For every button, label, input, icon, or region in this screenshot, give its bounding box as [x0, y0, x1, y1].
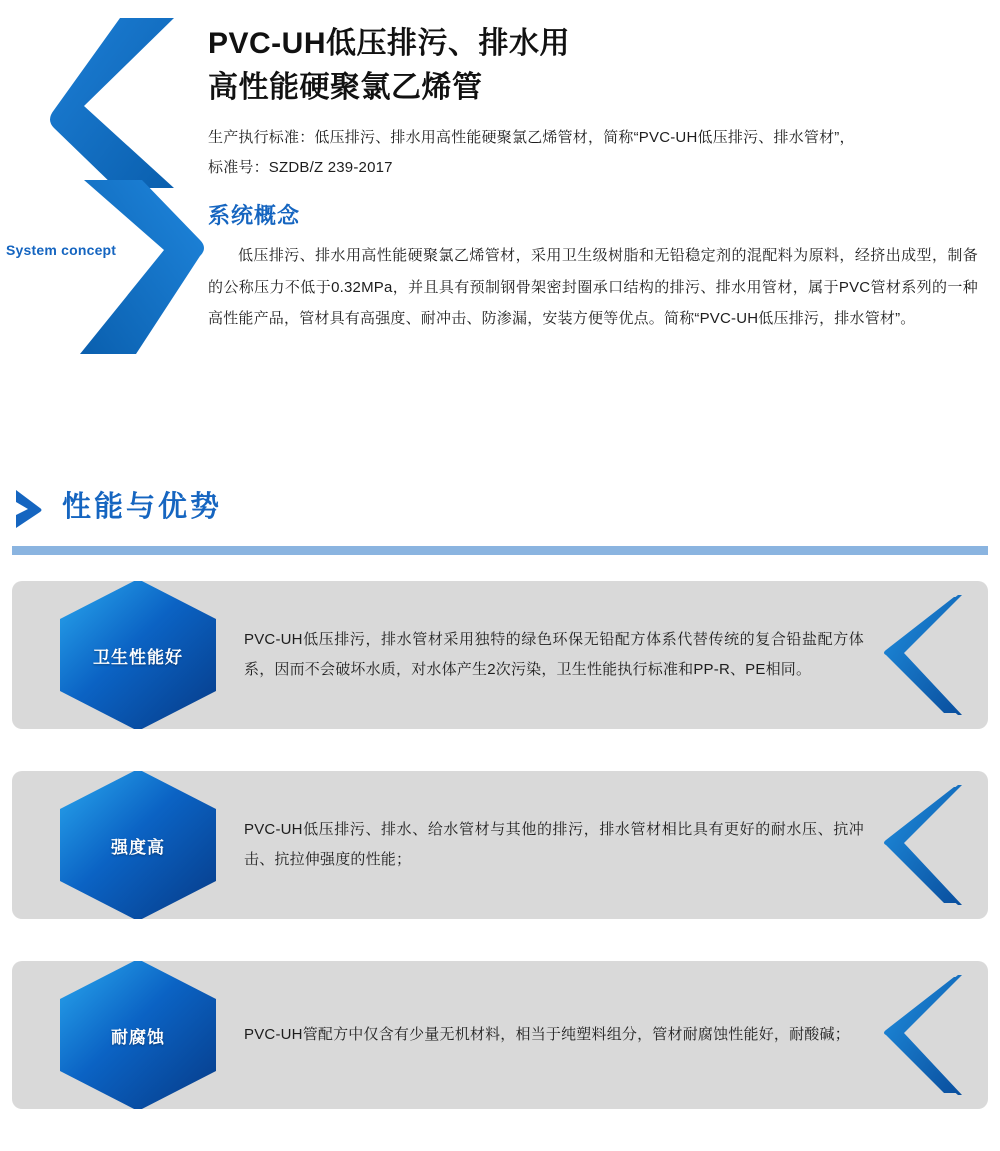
- advantages-divider: [12, 546, 988, 555]
- system-concept-heading: 系统概念: [208, 203, 301, 228]
- hero-content: [208, 22, 978, 335]
- advantage-card: [12, 581, 988, 729]
- advantage-description: PVC-UH低压排污，排水管材采用独特的绿色环保无铅配方体系代替传统的复合铅盐配方体系，因而不会破坏水质，对水体产生2次污染，卫生性能执行标准和PP-R、PE相同。: [244, 631, 864, 678]
- advantages-header: [0, 480, 1000, 542]
- page-title: [208, 22, 978, 109]
- chevron-right-icon: [14, 488, 48, 530]
- advantage-card: [12, 771, 988, 919]
- hero-section: [0, 0, 1000, 430]
- advantage-card: [12, 961, 988, 1109]
- advantage-badge-label: 耐腐蚀: [111, 1027, 165, 1047]
- standard-line-2: 标准号：SZDB/Z 239-2017: [208, 159, 393, 176]
- advantages-heading: 性能与优势: [62, 491, 223, 523]
- advantage-description: PVC-UH管配方中仅含有少量无机材料，相当于纯塑料组分，管材耐腐蚀性能好，耐酸碱；: [244, 1026, 850, 1043]
- brand-chevron-logo-icon: [24, 10, 214, 360]
- page-title-line-1: PVC-UH低压排污、排水用: [208, 27, 571, 60]
- system-concept-paragraph: 低压排污、排水用高性能硬聚氯乙烯管材，采用卫生级树脂和无铅稳定剂的混配料为原料，经挤出成型，制备的公称压力不低于0.32MPa，并且具有预制钢骨架密封圈承口结构的排污、排水用管材，属于PVC管材系列的一种高性能产品，管材具有高强度、耐冲击、防渗漏，安装方便等优点。简称“PVC-UH低压排污，排水管材”。: [208, 247, 978, 327]
- advantage-description: PVC-UH低压排污、排水、给水管材与其他的排污，排水管材相比具有更好的耐水压、抗冲击、抗拉伸强度的性能；: [244, 821, 864, 868]
- standard-info: [208, 123, 978, 183]
- standard-line-1: 生产执行标准：低压排污、排水用高性能硬聚氯乙烯管材，简称“PVC-UH低压排污、排水管材”，: [208, 129, 855, 146]
- advantage-badge-label: 强度高: [111, 837, 165, 857]
- advantage-badge-label: 卫生性能好: [93, 647, 183, 667]
- chevron-left-decoration-icon: [884, 785, 962, 905]
- advantages-section: [0, 480, 1000, 1151]
- page-title-line-2: 高性能硬聚氯乙烯管: [208, 70, 483, 104]
- chevron-left-decoration-icon: [884, 975, 962, 1095]
- chevron-left-decoration-icon: [884, 595, 962, 715]
- logo-caption: System concept: [6, 242, 117, 258]
- advantages-list: [0, 581, 1000, 1109]
